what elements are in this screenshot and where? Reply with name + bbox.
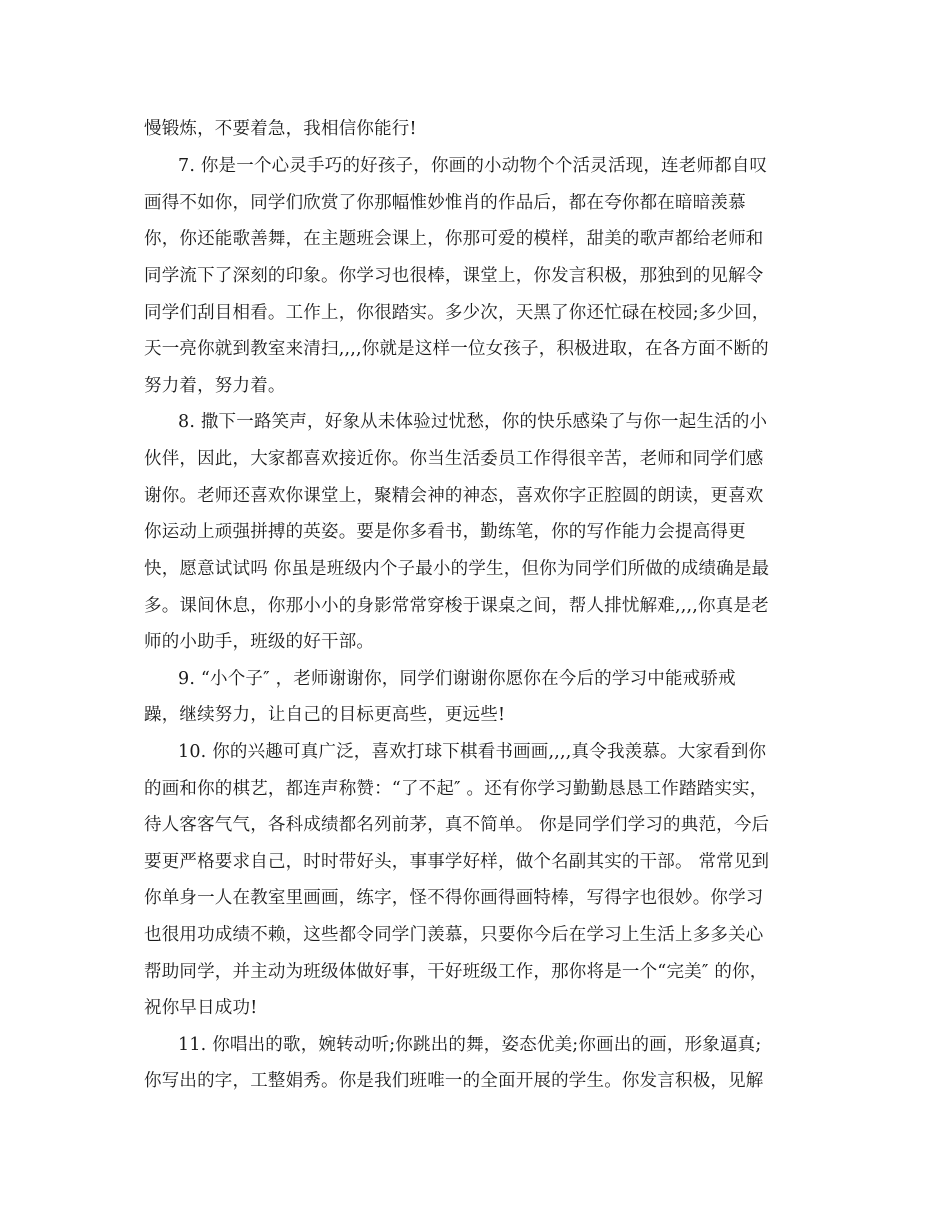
text-line: 你写出的字，工整娟秀。你是我们班唯一的全面开展的学生。你发言积极，见解	[144, 1071, 764, 1091]
text-line: 多。课间休息，你那小小的身影常常穿梭于课桌之间，帮人排忧解难,,,,你真是老	[144, 596, 769, 616]
text-line: 同学流下了深刻的印象。你学习也很棒，课堂上，你发言积极，那独到的见解令	[144, 266, 764, 286]
text-line: 11. 你唱出的歌，婉转动听;你跳出的舞，姿态优美;你画出的画，形象逼真;	[178, 1035, 762, 1055]
text-line: 天一亮你就到教室来清扫,,,,你就是这样一位女孩子，积极进取，在各方面不断的	[144, 339, 769, 359]
text-line: 待人客客气气，各科成绩都名列前茅，真不简单。 你是同学们学习的典范，今后	[144, 815, 770, 835]
text-line: 10. 你的兴趣可真广泛，喜欢打球下棋看书画画,,,,真令我羡慕。大家看到你	[178, 742, 767, 762]
text-line: 要更严格要求自己，时时带好头，事事学好样，做个名副其实的干部。 常常见到	[144, 852, 770, 872]
text-line: 9. “小个子″ ，老师谢谢你，同学们谢谢你愿你在今后的学习中能戒骄戒	[178, 669, 736, 689]
text-line: 快，愿意试试吗 你虽是班级内个子最小的学生，但你为同学们所做的成绩确是最	[144, 559, 770, 579]
text-line: 师的小助手，班级的好干部。	[144, 632, 375, 652]
text-line: 你单身一人在教室里画画，练字，怪不得你画得画特棒，写得字也很妙。你学习	[144, 888, 764, 908]
text-line: 的画和你的棋艺，都连声称赞：“了不起″ 。还有你学习勤勤恳恳工作踏踏实实，	[144, 779, 768, 799]
text-line: 你运动上顽强拼搏的英姿。要是你多看书，勤练笔，你的写作能力会提高得更	[144, 522, 746, 542]
text-line: 帮助同学，并主动为班级体做好事，干好班级工作，那你将是一个“完美″ 的你，	[144, 962, 768, 982]
text-line: 也很用功成绩不赖，这些都令同学门羡慕，只要你今后在学习上生活上多多关心	[144, 925, 764, 945]
text-line: 慢锻炼，不要着急，我相信你能行!	[144, 119, 417, 139]
text-line: 祝你早日成功!	[144, 998, 258, 1018]
text-line: 8. 撒下一路笑声，好象从未体验过忧愁，你的快乐感染了与你一起生活的小	[178, 412, 768, 432]
text-line: 伙伴，因此，大家都喜欢接近你。你当生活委员工作得很辛苦，老师和同学们感	[144, 449, 764, 469]
text-line: 同学们刮目相看。工作上，你很踏实。多少次，天黑了你还忙碌在校园;多少回，	[144, 303, 770, 323]
text-line: 努力着，努力着。	[144, 376, 286, 396]
text-line: 你，你还能歌善舞，在主题班会课上，你那可爱的模样，甜美的歌声都给老师和	[144, 229, 764, 249]
text-line: 画得不如你，同学们欣赏了你那幅惟妙惟肖的作品后，都在夸你都在暗暗羡慕	[144, 193, 746, 213]
text-line: 谢你。老师还喜欢你课堂上，聚精会神的神态，喜欢你字正腔圆的朗读，更喜欢	[144, 486, 764, 506]
text-line: 7. 你是一个心灵手巧的好孩子，你画的小动物个个活灵活现，连老师都自叹	[178, 156, 768, 176]
text-line: 躁，继续努力，让自己的目标更高些，更远些!	[144, 705, 506, 725]
